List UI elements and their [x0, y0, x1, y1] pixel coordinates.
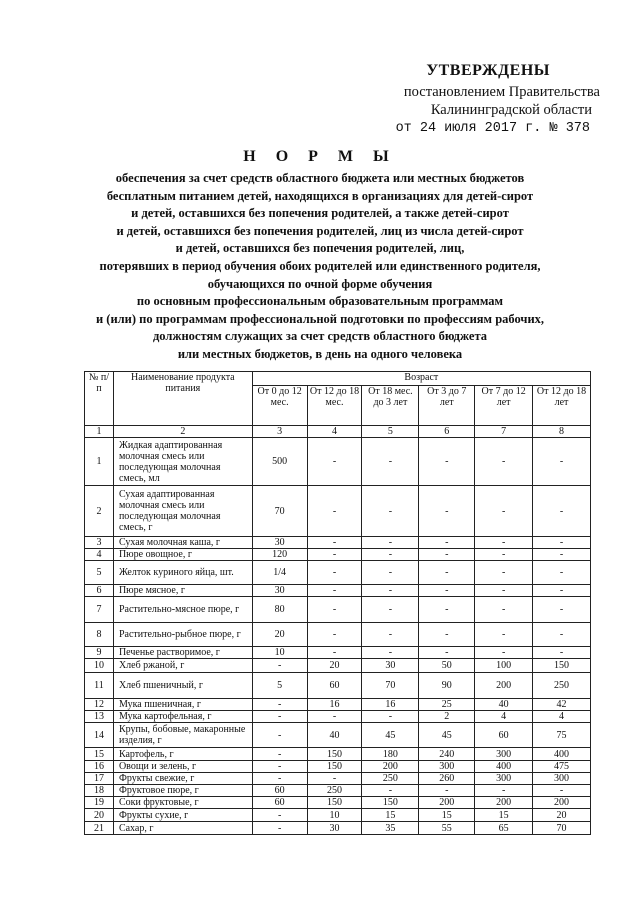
- norm-value: -: [252, 659, 307, 673]
- norm-value: -: [307, 597, 362, 623]
- subtitle-line: должностям служащих за счет средств областного бюджета: [152, 329, 487, 344]
- row-number: 6: [85, 585, 114, 597]
- norm-value: -: [533, 549, 591, 561]
- norm-value: 250: [533, 673, 591, 699]
- subtitle-line: и детей, оставшихся без попечения родителей, лиц из числа детей-сирот: [116, 223, 524, 238]
- norm-value: -: [533, 537, 591, 549]
- product-name: Фруктовое пюре, г: [113, 785, 252, 797]
- norm-value: -: [252, 711, 307, 723]
- product-name: Овощи и зелень, г: [113, 761, 252, 773]
- norm-value: 100: [475, 659, 533, 673]
- norm-value: 70: [533, 822, 591, 835]
- norm-value: 70: [252, 486, 307, 537]
- norm-value: 15: [475, 809, 533, 822]
- row-number: 16: [85, 761, 114, 773]
- norm-value: -: [252, 822, 307, 835]
- row-number: 8: [85, 623, 114, 647]
- product-name: Фрукты сухие, г: [113, 809, 252, 822]
- norm-value: 150: [307, 748, 362, 761]
- column-number: 3: [252, 426, 307, 438]
- table-row: [85, 585, 591, 597]
- norm-value: -: [362, 711, 419, 723]
- norm-value: -: [252, 748, 307, 761]
- norm-value: 200: [533, 797, 591, 809]
- subtitle-line: и детей, оставшихся без попечения родителей, а также детей-сирот: [131, 206, 509, 221]
- norm-value: 55: [419, 822, 475, 835]
- norm-value: -: [362, 549, 419, 561]
- norm-value: -: [419, 438, 475, 486]
- norm-value: 475: [533, 761, 591, 773]
- row-number: 2: [85, 486, 114, 537]
- table-row: [85, 711, 591, 723]
- product-name: Пюре мясное, г: [113, 585, 252, 597]
- norm-value: 250: [307, 785, 362, 797]
- subtitle-line: обучающихся по очной форме обучения: [207, 276, 433, 291]
- norm-value: 400: [475, 761, 533, 773]
- norm-value: 16: [362, 699, 419, 711]
- norm-value: -: [419, 597, 475, 623]
- norm-value: -: [533, 647, 591, 659]
- approval-block: [396, 62, 600, 139]
- norm-value: -: [362, 647, 419, 659]
- row-number: 3: [85, 537, 114, 549]
- norm-value: 250: [362, 773, 419, 785]
- norm-value: 400: [533, 748, 591, 761]
- norm-value: 45: [362, 723, 419, 748]
- norm-value: -: [419, 561, 475, 585]
- row-number: 14: [85, 723, 114, 748]
- norm-value: -: [362, 585, 419, 597]
- row-number: 7: [85, 597, 114, 623]
- norm-value: 300: [533, 773, 591, 785]
- norm-value: 15: [362, 809, 419, 822]
- row-number: 12: [85, 699, 114, 711]
- product-name: Крупы, бобовые, макаронные изделия, г: [113, 723, 252, 748]
- norm-value: -: [307, 623, 362, 647]
- column-number: 4: [307, 426, 362, 438]
- norm-value: 20: [307, 659, 362, 673]
- norm-value: 20: [252, 623, 307, 647]
- norm-value: -: [475, 597, 533, 623]
- norm-value: 30: [252, 537, 307, 549]
- norm-value: 240: [419, 748, 475, 761]
- header-number: № п/п: [85, 372, 114, 426]
- norm-value: -: [533, 597, 591, 623]
- column-number: 2: [113, 426, 252, 438]
- subtitle-line: и детей, оставшихся без попечения родителей, лиц,: [175, 241, 465, 256]
- norm-value: 16: [307, 699, 362, 711]
- row-number: 5: [85, 561, 114, 585]
- norm-value: 150: [307, 761, 362, 773]
- age-group-header: От 3 до 7 лет: [419, 386, 475, 426]
- decree-date: от 24 июля 2017 г. № 378: [395, 121, 590, 136]
- norm-value: -: [307, 773, 362, 785]
- norm-value: 120: [252, 549, 307, 561]
- row-number: 4: [85, 549, 114, 561]
- row-number: 10: [85, 659, 114, 673]
- norm-value: -: [475, 785, 533, 797]
- row-number: 13: [85, 711, 114, 723]
- norm-value: 20: [533, 809, 591, 822]
- norm-value: -: [252, 723, 307, 748]
- norm-value: 25: [419, 699, 475, 711]
- norm-value: -: [533, 585, 591, 597]
- age-group-header: От 12 до 18 мес.: [307, 386, 362, 426]
- row-number: 21: [85, 822, 114, 835]
- norm-value: -: [307, 537, 362, 549]
- header-age: Возраст: [252, 372, 590, 386]
- table-row: [85, 699, 591, 711]
- norm-value: -: [252, 699, 307, 711]
- norm-value: 65: [475, 822, 533, 835]
- table-row: [85, 809, 591, 822]
- norm-value: 60: [307, 673, 362, 699]
- table-row: [85, 723, 591, 748]
- norm-value: -: [419, 647, 475, 659]
- norm-value: 150: [362, 797, 419, 809]
- norm-value: 300: [419, 761, 475, 773]
- subtitle-line: обеспечения за счет средств областного бюджета или местных бюджетов: [115, 171, 525, 185]
- norm-value: 60: [252, 797, 307, 809]
- table-row: [85, 673, 591, 699]
- product-name: Сахар, г: [113, 822, 252, 835]
- norm-value: 50: [419, 659, 475, 673]
- product-name: Растительно-рыбное пюре, г: [113, 623, 252, 647]
- product-name: Печенье растворимое, г: [113, 647, 252, 659]
- norm-value: -: [307, 438, 362, 486]
- norm-value: -: [362, 623, 419, 647]
- norm-value: -: [362, 537, 419, 549]
- table-row: [85, 623, 591, 647]
- norm-value: 45: [419, 723, 475, 748]
- table-row: [85, 773, 591, 785]
- document-title: Н О Р М Ы: [243, 148, 397, 165]
- column-number: 1: [85, 426, 114, 438]
- norm-value: 1/4: [252, 561, 307, 585]
- norm-value: -: [419, 585, 475, 597]
- header-product: Наименование продукта питания: [113, 372, 252, 426]
- norm-value: -: [307, 711, 362, 723]
- product-name: Сухая молочная каша, г: [113, 537, 252, 549]
- norm-value: -: [475, 537, 533, 549]
- norm-value: -: [533, 623, 591, 647]
- norm-value: 300: [475, 748, 533, 761]
- norm-value: 40: [307, 723, 362, 748]
- norm-value: 75: [533, 723, 591, 748]
- table-row: [85, 438, 591, 486]
- product-name: Мука пшеничная, г: [113, 699, 252, 711]
- norm-value: -: [307, 647, 362, 659]
- table-row: [85, 549, 591, 561]
- product-name: Хлеб пшеничный, г: [113, 673, 252, 699]
- norm-value: 70: [362, 673, 419, 699]
- norm-value: -: [419, 623, 475, 647]
- norm-value: 10: [252, 647, 307, 659]
- norm-value: -: [475, 647, 533, 659]
- norm-value: 500: [252, 438, 307, 486]
- row-number: 9: [85, 647, 114, 659]
- table-row: [85, 748, 591, 761]
- product-name: Сухая адаптированная молочная смесь или последующая молочная смесь, г: [113, 486, 252, 537]
- product-name: Желток куриного яйца, шт.: [113, 561, 252, 585]
- norm-value: -: [419, 785, 475, 797]
- age-group-header: От 7 до 12 лет: [475, 386, 533, 426]
- norm-value: 42: [533, 699, 591, 711]
- table-row: [85, 647, 591, 659]
- region-name: Калининградской области: [430, 102, 592, 118]
- row-number: 1: [85, 438, 114, 486]
- table-row: [85, 486, 591, 537]
- subtitle-line: и (или) по программам профессиональной подготовки по профессиям рабочих,: [95, 311, 545, 326]
- column-number: 6: [419, 426, 475, 438]
- norm-value: -: [362, 561, 419, 585]
- product-name: Растительно-мясное пюре, г: [113, 597, 252, 623]
- norm-value: 260: [419, 773, 475, 785]
- norm-value: -: [307, 549, 362, 561]
- norm-value: -: [475, 549, 533, 561]
- age-group-header: От 12 до 18 лет: [533, 386, 591, 426]
- age-group-header: От 0 до 12 мес.: [252, 386, 307, 426]
- row-number: 11: [85, 673, 114, 699]
- norm-value: -: [419, 549, 475, 561]
- norm-value: 150: [307, 797, 362, 809]
- norm-value: 200: [419, 797, 475, 809]
- table-row: [85, 659, 591, 673]
- norm-value: -: [475, 438, 533, 486]
- norm-value: 30: [362, 659, 419, 673]
- document-subtitle: [0, 170, 640, 364]
- row-number: 15: [85, 748, 114, 761]
- norm-value: -: [533, 486, 591, 537]
- norm-value: 4: [533, 711, 591, 723]
- norm-value: -: [362, 438, 419, 486]
- product-name: Пюре овощное, г: [113, 549, 252, 561]
- table-row: [85, 822, 591, 835]
- row-number: 19: [85, 797, 114, 809]
- column-number: 8: [533, 426, 591, 438]
- product-name: Соки фруктовые, г: [113, 797, 252, 809]
- subtitle-line: бесплатным питанием детей, находящихся в организациях для детей-сирот: [106, 188, 534, 203]
- column-number: 7: [475, 426, 533, 438]
- column-number: 5: [362, 426, 419, 438]
- table-row: [85, 785, 591, 797]
- norms-table: [84, 371, 591, 835]
- norm-value: -: [419, 486, 475, 537]
- norm-value: -: [475, 623, 533, 647]
- norm-value: -: [362, 597, 419, 623]
- norm-value: 90: [419, 673, 475, 699]
- norm-value: -: [533, 561, 591, 585]
- norm-value: 180: [362, 748, 419, 761]
- table-row: [85, 561, 591, 585]
- norm-value: -: [475, 561, 533, 585]
- product-name: Жидкая адаптированная молочная смесь или последующая молочная смесь, мл: [113, 438, 252, 486]
- norm-value: -: [307, 486, 362, 537]
- table-row: [85, 761, 591, 773]
- table-row: [85, 797, 591, 809]
- norm-value: -: [307, 561, 362, 585]
- norm-value: 300: [475, 773, 533, 785]
- product-name: Картофель, г: [113, 748, 252, 761]
- subtitle-line: по основным профессиональным образовательным программам: [136, 294, 504, 309]
- norm-value: -: [252, 809, 307, 822]
- row-number: 17: [85, 773, 114, 785]
- product-name: Фрукты свежие, г: [113, 773, 252, 785]
- row-number: 20: [85, 809, 114, 822]
- norm-value: 30: [307, 822, 362, 835]
- norm-value: 2: [419, 711, 475, 723]
- norm-value: -: [475, 585, 533, 597]
- approved-by: постановлением Правительства: [403, 84, 600, 100]
- norm-value: -: [252, 773, 307, 785]
- product-name: Хлеб ржаной, г: [113, 659, 252, 673]
- norm-value: 150: [533, 659, 591, 673]
- norm-value: -: [362, 785, 419, 797]
- norm-value: 15: [419, 809, 475, 822]
- approved-label: УТВЕРЖДЕНЫ: [426, 62, 550, 79]
- table-body: [85, 438, 591, 835]
- row-number: 18: [85, 785, 114, 797]
- table-row: [85, 597, 591, 623]
- norm-value: 60: [475, 723, 533, 748]
- norm-value: -: [475, 486, 533, 537]
- norm-value: 80: [252, 597, 307, 623]
- norm-value: -: [307, 585, 362, 597]
- norm-value: 10: [307, 809, 362, 822]
- norm-value: -: [533, 438, 591, 486]
- norm-value: 4: [475, 711, 533, 723]
- norm-value: 35: [362, 822, 419, 835]
- norm-value: 30: [252, 585, 307, 597]
- table-row: [85, 537, 591, 549]
- subtitle-line: или местных бюджетов, в день на одного человека: [177, 346, 463, 361]
- norm-value: -: [362, 486, 419, 537]
- norm-value: 200: [475, 797, 533, 809]
- age-group-header: От 18 мес. до 3 лет: [362, 386, 419, 426]
- norm-value: 40: [475, 699, 533, 711]
- product-name: Мука картофельная, г: [113, 711, 252, 723]
- norm-value: 60: [252, 785, 307, 797]
- norm-value: 200: [362, 761, 419, 773]
- norm-value: -: [252, 761, 307, 773]
- norm-value: 5: [252, 673, 307, 699]
- norm-value: -: [419, 537, 475, 549]
- norm-value: -: [533, 785, 591, 797]
- norm-value: 200: [475, 673, 533, 699]
- subtitle-line: потерявших в период обучения обоих родителей или единственного родителя,: [99, 258, 541, 273]
